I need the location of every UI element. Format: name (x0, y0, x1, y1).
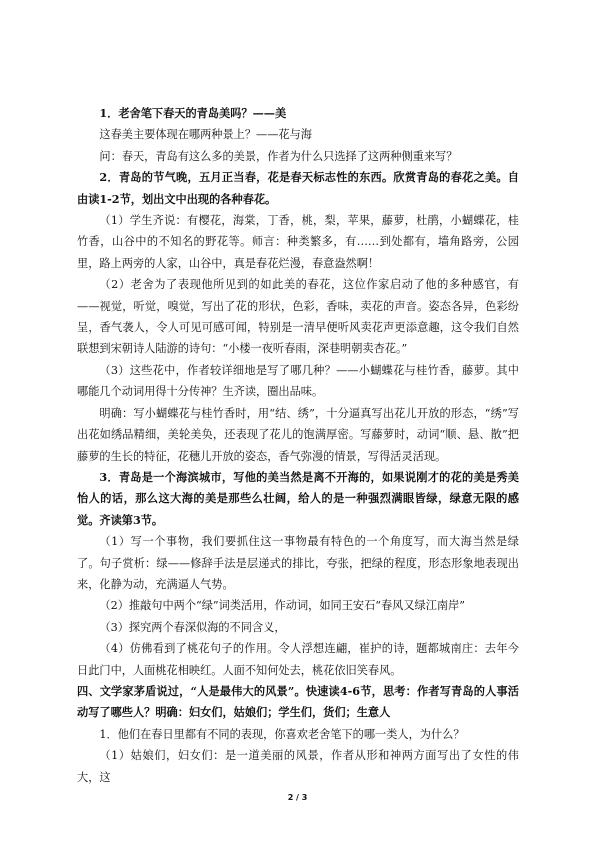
paragraph-12: （3）探究两个春深似海的不同含义， (99, 620, 286, 634)
paragraph-7: （3）这些花中，作者较详细地是写了哪几种？——小蝴蝶花与桂竹香，藤萝。其中哪能几个动词用得十分传神？生齐读，圈出品味。 (77, 363, 519, 399)
paragraph-11: （2）推敲句中两个“绿”词类活用，作动词，如同王安石“春风又绿江南岸” (99, 599, 466, 613)
paragraph-5: （1）学生齐说：有樱花，海棠，丁香，桃，梨，苹果，藤萝，杜鹃，小蝴蝶花，桂竹香，山谷中的不知名的野花等。师言：种类繁多，有……到处都有，墙角路旁，公园里，路上两旁的人家，山谷中，真是春花烂漫，春意盎然啊！ (77, 214, 519, 270)
paragraph-6: （2）老舍为了表现他所见到的如此美的春花，这位作家启动了他的多种感官，有——视觉，听觉，嗅觉，写出了花的形状，色彩，香味，卖花的声音。姿态各异，色彩纷呈，香气袭人，令人可见可感可闻，特别是一清早便听风卖花声更添意趣，这令我们自然联想到宋朝诗人陆游的诗句：“小楼一夜听春雨，深巷明朝卖杏花。” (77, 278, 519, 356)
paragraph-4: 2．青岛的节气晚，五月正当春，花是春天标志性的东西。欣赏青岛的春花之美。自由读1-2节，划出文中出现的各种春花。 (77, 170, 519, 206)
paragraph-8: 明确：写小蝴蝶花与桂竹香时，用“结、绣”，十分逼真写出花儿开放的形态，“绣”写出花如绣品精细，美轮美奂，还表现了花儿的饱满厚密。写藤萝时，动词“顺、悬、散”把藤萝的生长的特征，花穗儿开放的姿态，香气弥漫的情景，写得活灵活现。 (77, 406, 519, 463)
paragraph-2: 这春美主要体现在哪两种景上？——花与海 (99, 128, 312, 142)
paragraph-15: 1．他们在春日里都有不同的表现，你喜欢老舍笔下的哪一类人，为什么？ (99, 727, 465, 741)
paragraph-9: 3．青岛是一个海滨城市，写他的美当然是离不开海的，如果说刚才的花的美是秀美怡人的话，那么这大海的美是那些么壮阔，给人的是一种强烈满眼皆绿，绿意无限的感觉。齐读第3节。 (77, 469, 519, 527)
paragraph-13: （4）仿佛看到了桃花句子的作用。令人浮想连翩，崔护的诗，题都城南庄：去年今日此门中，人面桃花相映红。人面不知何处去，桃花依旧笑春风。 (77, 642, 519, 677)
paragraph-16: （1）姑娘们，妇女们：是一道美丽的风景，作者从形和神两方面写出了女性的伟大，这 (77, 749, 519, 784)
page-number: 2 / 3 (287, 793, 308, 802)
document-body (77, 103, 519, 788)
section-heading-4: 四、文学家茅盾说过，“人是最伟大的风景”。快速读4-6节，思考：作者写青岛的人事活动写了哪些人？明确：妇女们，姑娘们；学生们，货们；生意人 (77, 683, 519, 720)
paragraph-10: （1）写一个事物，我们要抓住这一事物最有特色的一个角度写，而大海当然是绿了。句子赏析：绿——修辞手法是层递式的排比，夸张，把绿的程度，形态形象地表现出来，化静为动，充满逼人气势。 (77, 535, 519, 591)
paragraph-3: 问：春天，青岛有这么多的美景，作者为什么只选择了这两种侧重来写？ (99, 149, 458, 163)
paragraph-1: 1．老舍笔下春天的青岛美吗？——美 (99, 106, 287, 120)
